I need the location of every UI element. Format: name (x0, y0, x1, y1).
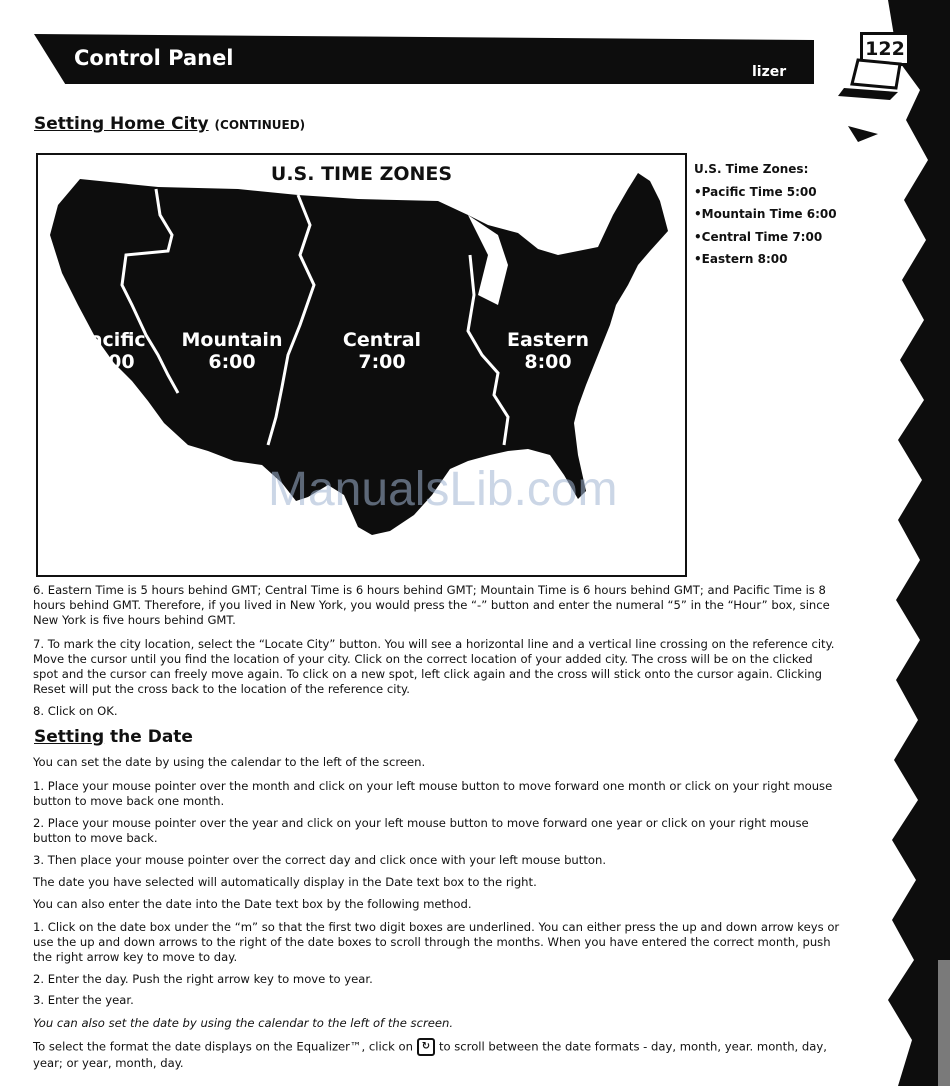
zone-name: Eastern (507, 329, 589, 351)
zone-name: Mountain (181, 329, 283, 351)
paragraph: You can set the date by using the calendar to the left of the screen. (33, 755, 426, 769)
paragraph: 1. Click on the date box under the “m” so that the first two digit boxes are underlined. You can either press the up and down arrow keys or use the up and down arrows to the right of the date boxes to scroll through the months. When you have entered the correct month, push the right arrow key to move to day. (33, 920, 840, 964)
zone-label-pacific (66, 329, 156, 373)
map-title: U.S. TIME ZONES (270, 163, 453, 185)
paragraph: 2. Place your mouse pointer over the year and click on your left mouse button to move forward one year or click on your right mouse button to move back. (33, 816, 809, 845)
italic-note: You can also set the date by using the calendar to the left of the screen. (33, 1016, 454, 1030)
paragraph-step-6: 6. Eastern Time is 5 hours behind GMT; Central Time is 6 hours behind GMT; Mountain Time is 6 hours behind GMT; and Pacific Time is 8 hours behind GMT. Therefore, if you lived in New York, you would press the “-” button and enter the numeral “5” in the “Hour” box, since New York is five hours behind GMT. (33, 583, 830, 627)
list-item: •Central Time 7:00 (694, 229, 823, 244)
paragraph-step-8: 8. Click on OK. (33, 704, 118, 718)
zone-name: Central (342, 329, 422, 351)
paragraph: 2. Enter the day. Push the right arrow key to move to year. (33, 972, 373, 986)
paragraph: 1. Place your mouse pointer over the month and click on your left mouse button to move forward one month or click on your right mouse button to move back one month. (33, 779, 833, 808)
header-title: Control Panel (74, 46, 234, 70)
section-heading-home-city (34, 114, 305, 134)
zone-label-mountain (174, 329, 290, 373)
zone-time: 7:00 (358, 351, 406, 373)
list-item: •Pacific Time 5:00 (694, 184, 817, 199)
paragraph-step-7: 7. To mark the city location, select the “Locate City” button. You will see a horizontal line and a vertical line crossing on the reference city. Move the cursor until you find the location of your city. Click on the correct location of your added city. The cross will be on the clicked spot and the cursor can freely move again. To click on a new spot, left click again and the cross will stick onto the cursor again. Clicking Reset will put the cross back to the location of the reference city. (33, 637, 835, 696)
paragraph: 3. Then place your mouse pointer over the correct day and click once with your left mouse button. (33, 853, 607, 867)
section-heading-text-rest: the Date (104, 727, 193, 747)
laptop-icon (838, 58, 908, 102)
paragraph: 3. Enter the year. (33, 993, 134, 1007)
watermark: ManualsLib.com (268, 463, 618, 516)
right-border-decoration (848, 0, 950, 1086)
zone-name: Pacific (76, 329, 146, 351)
paragraph-text: to scroll between the date formats - day, month, year. month, day, year; or year, month, day. (33, 1039, 827, 1070)
paragraph-text: To select the format the date displays on the Equalizer™, click on (33, 1039, 413, 1054)
zone-label-eastern (498, 329, 598, 373)
paragraph-date-format (33, 1038, 841, 1071)
zone-time: 5:00 (87, 351, 135, 373)
time-zone-list (694, 158, 837, 271)
time-zone-list-title: U.S. Time Zones: (694, 162, 809, 176)
list-item: •Mountain Time 6:00 (694, 207, 837, 221)
zone-time: 6:00 (208, 351, 256, 373)
section-heading-date (34, 727, 193, 747)
section-heading-text: Setting (34, 727, 105, 747)
page-number: 122 (860, 32, 910, 66)
header-logo-text: lizer (752, 64, 787, 80)
date-format-toggle-icon: ↻ (417, 1038, 435, 1056)
paragraph: The date you have selected will automatically display in the Date text box to the right. (33, 875, 537, 889)
section-heading-text: Setting Home City (34, 114, 209, 134)
section-heading-suffix: (CONTINUED) (214, 118, 306, 132)
zone-time: 8:00 (524, 351, 572, 373)
zone-label-central (334, 329, 430, 373)
list-item: •Eastern 8:00 (694, 252, 788, 266)
paragraph: You can also enter the date into the Date text box by the following method. (33, 897, 472, 911)
